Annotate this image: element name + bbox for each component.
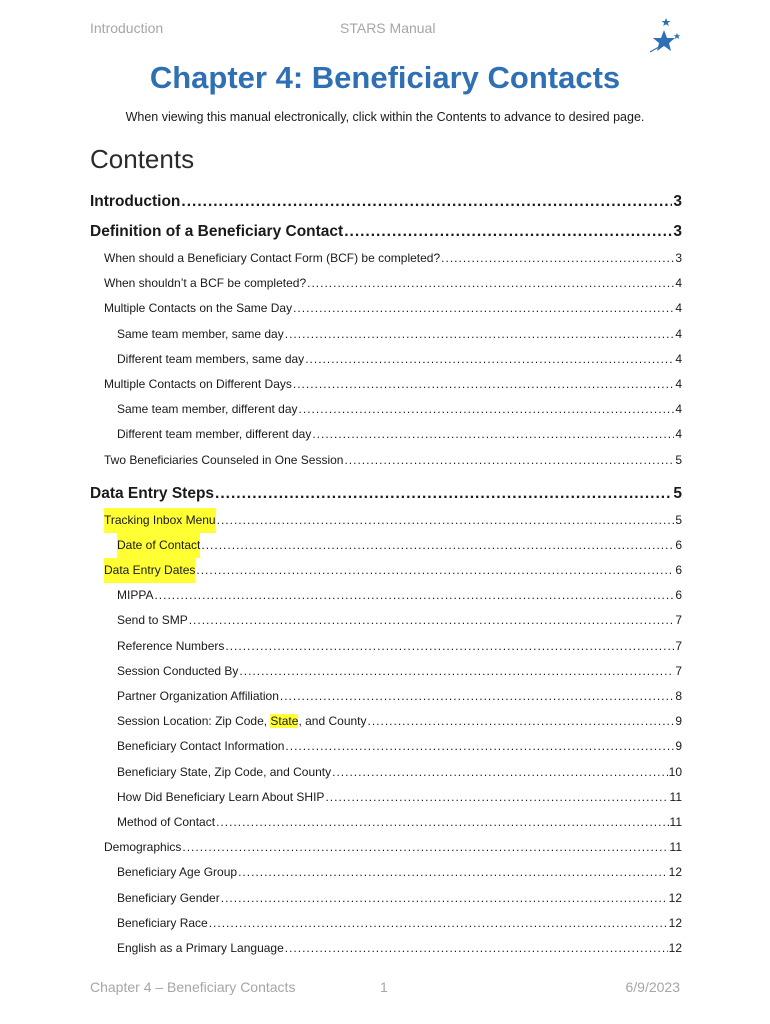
- toc-entry-demographics[interactable]: Demographics ..... 11: [90, 835, 682, 860]
- toc-entry-tracking-inbox-menu[interactable]: Tracking Inbox Menu ..... 5: [90, 508, 682, 533]
- footer-page-number: 1: [380, 979, 388, 995]
- stars-logo-icon: [646, 16, 682, 56]
- toc-entry-two-beneficiaries[interactable]: Two Beneficiaries Counseled in One Session ..... 5: [90, 448, 682, 473]
- header-manual-title: STARS Manual: [340, 20, 436, 36]
- toc-entry-how-did-beneficiary-learn[interactable]: How Did Beneficiary Learn About SHIP ..... 11: [90, 785, 682, 810]
- toc-entry-session-conducted-by[interactable]: Session Conducted By ..... 7: [90, 659, 682, 684]
- toc-entry-multiple-different-days[interactable]: Multiple Contacts on Different Days ..... 4: [90, 372, 682, 397]
- toc-entry-when-shouldnt[interactable]: When shouldn’t a BCF be completed? ..... 4: [90, 271, 682, 296]
- table-of-contents: [90, 186, 682, 961]
- footer-date: 6/9/2023: [625, 979, 680, 995]
- toc-entry-english-primary-language[interactable]: English as a Primary Language ..... 12: [90, 936, 682, 961]
- toc-entry-multiple-same-day[interactable]: Multiple Contacts on the Same Day ..... 4: [90, 296, 682, 321]
- toc-entry-same-member-different-day[interactable]: Same team member, different day ..... 4: [90, 397, 682, 422]
- instructions-text: When viewing this manual electronically, click within the Contents to advance to desired page.: [125, 110, 645, 124]
- toc-entry-data-entry-dates[interactable]: Data Entry Dates ..... 6: [90, 558, 682, 583]
- toc-entry-data-entry-steps[interactable]: Data Entry Steps ..... 5: [90, 479, 682, 508]
- toc-entry-beneficiary-age-group[interactable]: Beneficiary Age Group ..... 12: [90, 860, 682, 885]
- toc-entry-session-location[interactable]: Session Location: Zip Code, State, and County ..... 9: [90, 709, 682, 734]
- toc-entry-reference-numbers[interactable]: Reference Numbers ..... 7: [90, 634, 682, 659]
- toc-entry-method-of-contact[interactable]: Method of Contact ..... 11: [90, 810, 682, 835]
- toc-entry-when-should[interactable]: When should a Beneficiary Contact Form (BCF) be completed? ..... 3: [90, 246, 682, 271]
- toc-entry-send-to-smp[interactable]: Send to SMP ..... 7: [90, 608, 682, 633]
- toc-entry-partner-organization[interactable]: Partner Organization Affiliation ..... 8: [90, 684, 682, 709]
- toc-entry-definition[interactable]: Definition of a Beneficiary Contact ..... 3: [90, 217, 682, 246]
- toc-entry-beneficiary-gender[interactable]: Beneficiary Gender ..... 12: [90, 886, 682, 911]
- toc-entry-different-member-different-day[interactable]: Different team member, different day ..... 4: [90, 422, 682, 447]
- toc-entry-beneficiary-state-zip[interactable]: Beneficiary State, Zip Code, and County ..... 10: [90, 760, 682, 785]
- toc-entry-beneficiary-race[interactable]: Beneficiary Race ..... 12: [90, 911, 682, 936]
- chapter-title: Chapter 4: Beneficiary Contacts: [149, 60, 621, 95]
- footer-chapter-title: Chapter 4 – Beneficiary Contacts: [90, 979, 296, 995]
- toc-entry-beneficiary-contact-info[interactable]: Beneficiary Contact Information ..... 9: [90, 734, 682, 759]
- header-section-title: Introduction: [90, 20, 164, 36]
- toc-entry-same-member-same-day[interactable]: Same team member, same day ..... 4: [90, 322, 682, 347]
- toc-entry-different-members-same-day[interactable]: Different team members, same day ..... 4: [90, 347, 682, 372]
- toc-entry-date-of-contact[interactable]: Date of Contact ..... 6: [90, 533, 682, 558]
- toc-entry-introduction[interactable]: Introduction ..... 3: [90, 187, 682, 216]
- contents-heading: Contents: [90, 144, 195, 174]
- toc-entry-mippa[interactable]: MIPPA ..... 6: [90, 583, 682, 608]
